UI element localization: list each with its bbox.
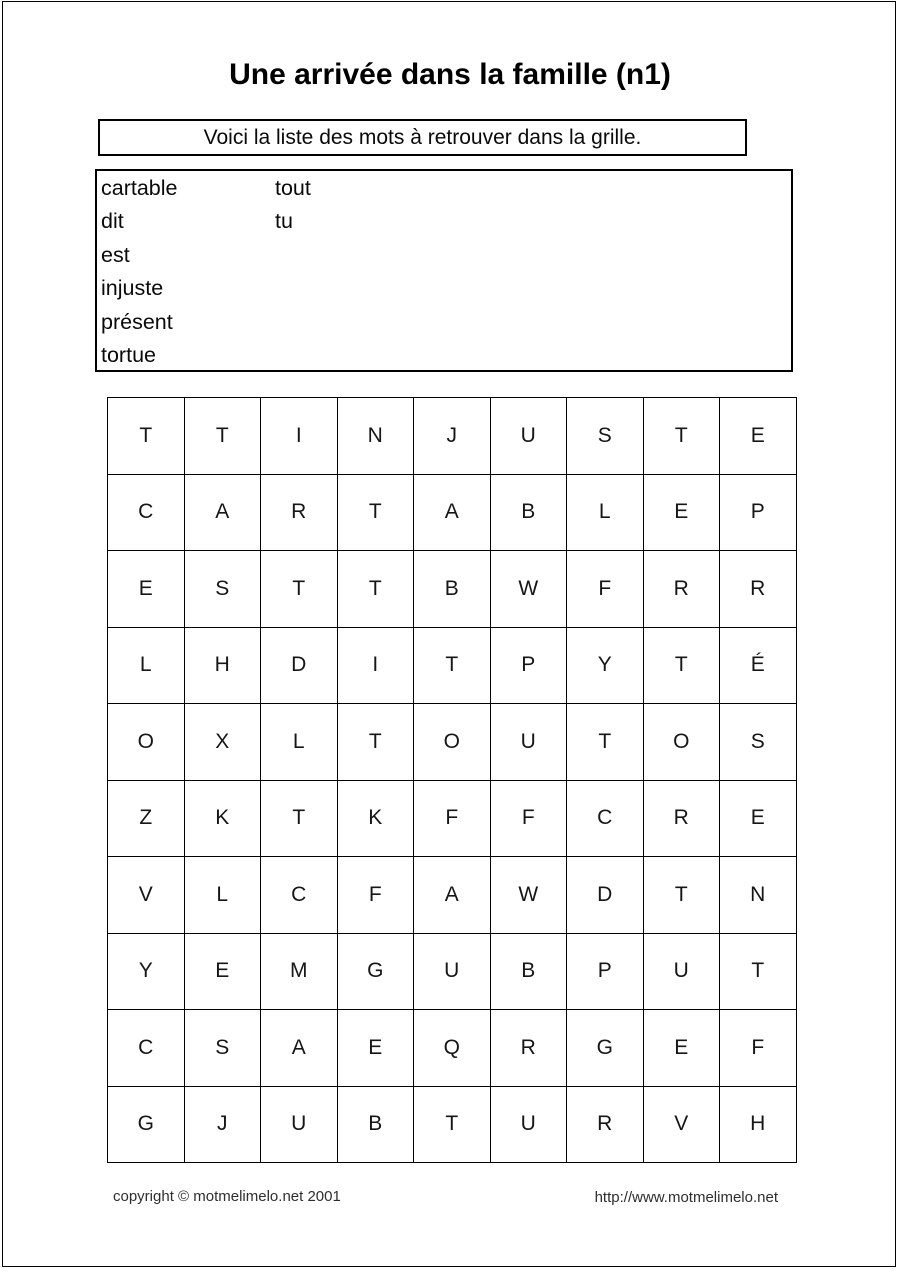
grid-cell: J bbox=[184, 1086, 261, 1163]
grid-cell: D bbox=[567, 857, 644, 934]
grid-cell: T bbox=[337, 551, 414, 628]
grid-cell: T bbox=[567, 704, 644, 781]
grid-row bbox=[108, 551, 797, 628]
grid-cell: T bbox=[643, 857, 720, 934]
grid-cell: U bbox=[490, 398, 567, 475]
grid-cell: L bbox=[184, 857, 261, 934]
word-list-item: tortue bbox=[101, 343, 156, 368]
grid-cell: Y bbox=[108, 933, 185, 1010]
grid-cell: É bbox=[720, 627, 797, 704]
word-list-item: injuste bbox=[101, 276, 164, 301]
grid-cell: C bbox=[567, 780, 644, 857]
grid-cell: I bbox=[261, 398, 338, 475]
grid-row bbox=[108, 857, 797, 934]
grid-cell: R bbox=[643, 780, 720, 857]
word-list-item: cartable bbox=[101, 176, 178, 200]
grid-cell: S bbox=[184, 551, 261, 628]
grid-cell: E bbox=[643, 474, 720, 551]
grid-row bbox=[108, 627, 797, 704]
grid-cell: R bbox=[720, 551, 797, 628]
instructions-text: Voici la liste des mots à retrouver dans la grille. bbox=[203, 125, 642, 149]
grid-cell: M bbox=[261, 933, 338, 1010]
grid-cell: T bbox=[261, 551, 338, 628]
grid-row bbox=[108, 1010, 797, 1087]
grid-cell: P bbox=[567, 933, 644, 1010]
grid-cell: V bbox=[643, 1086, 720, 1163]
grid-cell: B bbox=[490, 474, 567, 551]
grid-cell: D bbox=[261, 627, 338, 704]
word-search-grid bbox=[107, 397, 797, 1163]
grid-cell: H bbox=[184, 627, 261, 704]
grid-cell: A bbox=[414, 857, 491, 934]
grid-cell: E bbox=[108, 551, 185, 628]
grid-cell: E bbox=[720, 780, 797, 857]
grid-cell: T bbox=[643, 627, 720, 704]
grid-row bbox=[108, 933, 797, 1010]
grid-cell: P bbox=[720, 474, 797, 551]
grid-cell: T bbox=[414, 1086, 491, 1163]
grid-cell: C bbox=[108, 474, 185, 551]
grid-cell: E bbox=[337, 1010, 414, 1087]
grid-cell: U bbox=[490, 704, 567, 781]
word-list-column-2 bbox=[275, 171, 791, 239]
grid-cell: J bbox=[414, 398, 491, 475]
grid-cell: T bbox=[261, 780, 338, 857]
grid-cell: G bbox=[337, 933, 414, 1010]
grid-cell: O bbox=[643, 704, 720, 781]
page-title: Une arrivée dans la famille (n1) bbox=[229, 58, 671, 91]
grid-row bbox=[108, 398, 797, 475]
grid-cell: T bbox=[337, 704, 414, 781]
grid-cell: I bbox=[337, 627, 414, 704]
grid-cell: B bbox=[337, 1086, 414, 1163]
grid-cell: Z bbox=[108, 780, 185, 857]
grid-cell: E bbox=[643, 1010, 720, 1087]
grid-cell: S bbox=[720, 704, 797, 781]
grid-cell: X bbox=[184, 704, 261, 781]
grid-cell: K bbox=[337, 780, 414, 857]
grid-cell: T bbox=[337, 474, 414, 551]
grid-cell: C bbox=[261, 857, 338, 934]
grid-cell: T bbox=[184, 398, 261, 475]
footer-copyright: copyright © motmelimelo.net 2001 bbox=[113, 1188, 341, 1205]
grid-row bbox=[108, 780, 797, 857]
grid-cell: P bbox=[490, 627, 567, 704]
grid-cell: K bbox=[184, 780, 261, 857]
grid-cell: O bbox=[414, 704, 491, 781]
word-list-column-1 bbox=[97, 171, 275, 372]
grid-cell: A bbox=[414, 474, 491, 551]
grid-cell: R bbox=[490, 1010, 567, 1087]
grid-cell: H bbox=[720, 1086, 797, 1163]
grid-cell: F bbox=[567, 551, 644, 628]
grid-cell: R bbox=[261, 474, 338, 551]
footer-url: http://www.motmelimelo.net bbox=[594, 1189, 778, 1206]
grid-cell: Q bbox=[414, 1010, 491, 1087]
word-list-item: tu bbox=[275, 209, 293, 234]
grid-cell: V bbox=[108, 857, 185, 934]
grid-cell: E bbox=[720, 398, 797, 475]
grid-cell: R bbox=[567, 1086, 644, 1163]
grid-cell: F bbox=[720, 1010, 797, 1087]
grid-cell: A bbox=[261, 1010, 338, 1087]
grid-cell: G bbox=[567, 1010, 644, 1087]
grid-cell: U bbox=[643, 933, 720, 1010]
grid-cell: C bbox=[108, 1010, 185, 1087]
grid-cell: W bbox=[490, 551, 567, 628]
grid-cell: N bbox=[337, 398, 414, 475]
grid-cell: U bbox=[490, 1086, 567, 1163]
grid-cell: E bbox=[184, 933, 261, 1010]
grid-cell: U bbox=[261, 1086, 338, 1163]
grid-cell: Y bbox=[567, 627, 644, 704]
instructions-box bbox=[98, 119, 747, 156]
grid-cell: T bbox=[720, 933, 797, 1010]
grid-row bbox=[108, 474, 797, 551]
grid-row bbox=[108, 704, 797, 781]
grid-cell: T bbox=[643, 398, 720, 475]
grid-cell: A bbox=[184, 474, 261, 551]
word-list-item: présent bbox=[101, 309, 173, 334]
grid-cell: B bbox=[490, 933, 567, 1010]
grid-cell: F bbox=[337, 857, 414, 934]
grid-cell: F bbox=[414, 780, 491, 857]
word-list-item: est bbox=[101, 242, 130, 267]
grid-cell: B bbox=[414, 551, 491, 628]
grid-cell: R bbox=[643, 551, 720, 628]
grid-cell: L bbox=[567, 474, 644, 551]
grid-cell: S bbox=[184, 1010, 261, 1087]
grid-cell: U bbox=[414, 933, 491, 1010]
grid-cell: N bbox=[720, 857, 797, 934]
grid-cell: S bbox=[567, 398, 644, 475]
word-list-item: tout bbox=[275, 176, 311, 200]
grid-cell: L bbox=[261, 704, 338, 781]
word-list-item: dit bbox=[101, 209, 124, 234]
grid-cell: L bbox=[108, 627, 185, 704]
grid-row bbox=[108, 1086, 797, 1163]
grid-cell: T bbox=[108, 398, 185, 475]
grid-cell: W bbox=[490, 857, 567, 934]
word-list-box bbox=[95, 169, 793, 372]
grid-cell: G bbox=[108, 1086, 185, 1163]
grid-cell: O bbox=[108, 704, 185, 781]
grid-cell: F bbox=[490, 780, 567, 857]
grid-cell: T bbox=[414, 627, 491, 704]
